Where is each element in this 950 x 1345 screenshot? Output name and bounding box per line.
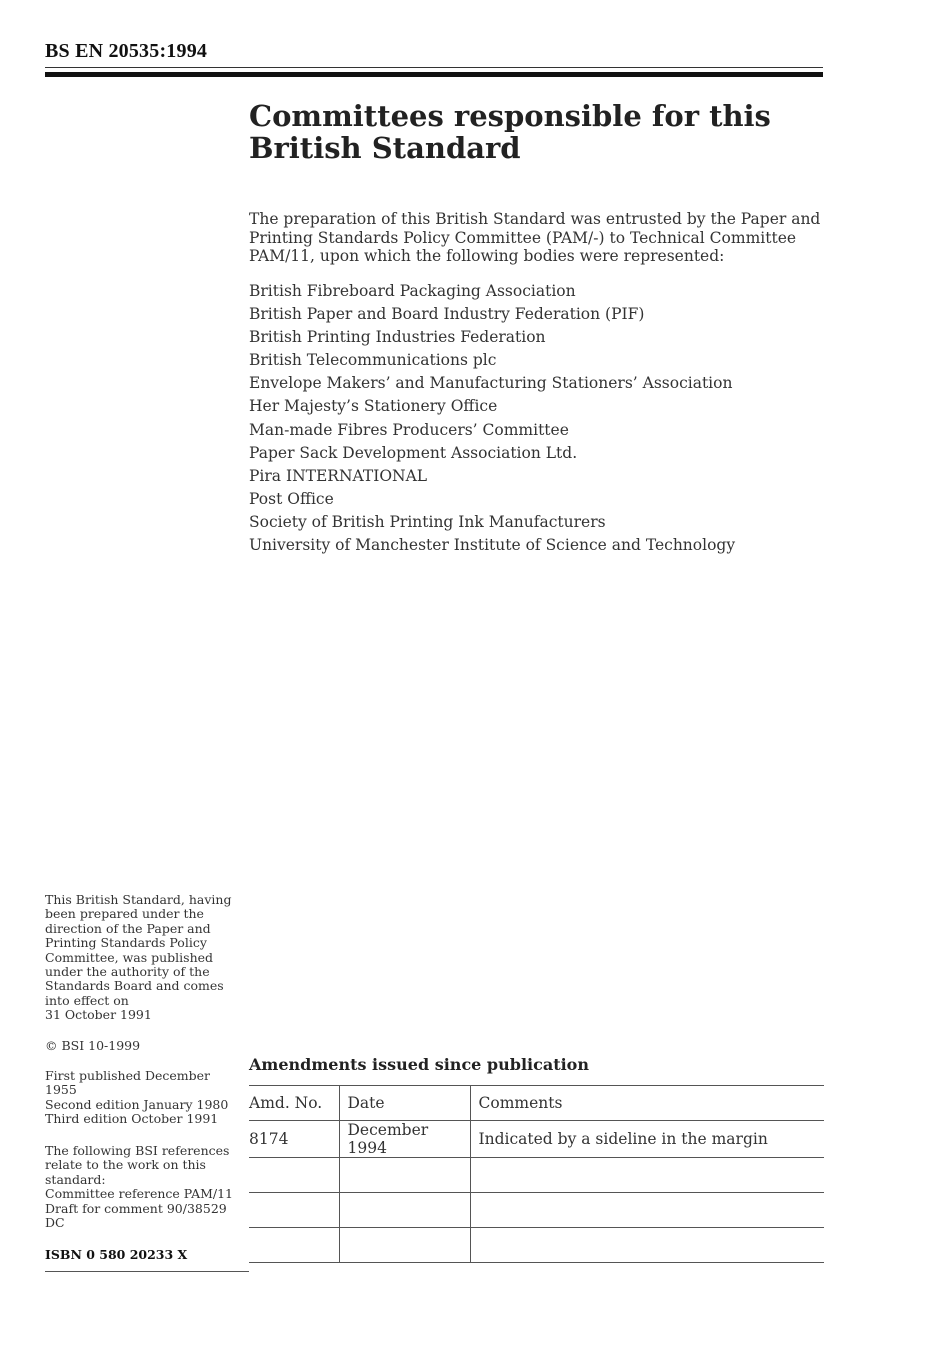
table-cell <box>470 1193 824 1228</box>
table-cell <box>249 1193 339 1228</box>
sidebar-line: Second edition January 1980 <box>45 1096 229 1112</box>
table-row <box>249 1158 824 1193</box>
table-cell <box>470 1228 824 1263</box>
sidebar-line: This British Standard, having <box>45 892 232 907</box>
footer-divider <box>45 1271 249 1272</box>
list-item: Man-made Fibres Producers’ Committee <box>249 420 569 439</box>
table-cell <box>339 1158 470 1193</box>
table-cell <box>249 1158 339 1193</box>
table-row <box>249 1121 824 1158</box>
table-cell <box>339 1228 470 1263</box>
list-item: University of Manchester Institute of Science and Technology <box>249 536 736 555</box>
copyright-notice: © BSI 10-1999 <box>45 1038 141 1053</box>
table-row <box>249 1193 824 1228</box>
sidebar-line: Standards Board and comes <box>45 978 224 994</box>
table-cell <box>339 1193 470 1228</box>
sidebar-line: Draft for comment 90/38529 DC <box>45 1200 227 1231</box>
page-title: Committees responsible for this British Standard <box>249 99 771 165</box>
column-header-date: Date <box>339 1086 470 1121</box>
sidebar-line: First published December 1955 <box>45 1068 210 1098</box>
list-item: Envelope Makers’ and Manufacturing Stationers’ Association <box>249 374 733 393</box>
sidebar-line: Third edition October 1991 <box>45 1111 219 1127</box>
column-header-amd-no: Amd. No. <box>249 1086 339 1121</box>
header-divider-thin <box>45 67 823 68</box>
table-cell <box>470 1158 824 1193</box>
column-header-comments: Comments <box>470 1086 824 1121</box>
sidebar-line: direction of the Paper and <box>45 920 211 936</box>
sidebar-line: Committee, was published <box>45 949 214 965</box>
list-item: British Fibreboard Packaging Association <box>249 282 576 300</box>
list-item: British Telecommunications plc <box>249 351 497 370</box>
table-cell: December 1994 <box>339 1121 470 1158</box>
list-item: Post Office <box>249 489 334 508</box>
list-item: British Printing Industries Federation <box>249 328 546 347</box>
table-cell: 8174 <box>249 1121 339 1158</box>
sidebar-line: under the authority of the <box>45 964 210 980</box>
bsi-references <box>45 1144 245 1230</box>
publication-statement <box>45 893 245 1023</box>
table-cell <box>249 1228 339 1263</box>
intro-paragraph: The preparation of this British Standard was entrusted by the Paper and Printing Standards Policy Committee (PAM/-) to Technical Committee PAM/11, upon which the following bodies were represented: <box>249 210 821 265</box>
sidebar-line: into effect on <box>45 992 129 1008</box>
list-item: Her Majesty’s Stationery Office <box>249 397 498 416</box>
represented-bodies-list <box>249 280 735 557</box>
amendments-table <box>249 1085 824 1263</box>
list-item: Pira INTERNATIONAL <box>249 466 428 485</box>
sidebar-line: relate to the work on this <box>45 1157 206 1173</box>
sidebar-line: Printing Standards Policy <box>45 935 207 951</box>
sidebar-line: 31 October 1991 <box>45 1007 152 1023</box>
publication-history <box>45 1069 245 1127</box>
amendments-title: Amendments issued since publication <box>249 1055 589 1074</box>
isbn: ISBN 0 580 20233 X <box>45 1247 188 1262</box>
sidebar-line: standard: <box>45 1171 106 1187</box>
table-row <box>249 1228 824 1263</box>
list-item: Society of British Printing Ink Manufacturers <box>249 512 606 531</box>
sidebar-line: been prepared under the <box>45 906 204 922</box>
sidebar-line: The following BSI references <box>45 1143 230 1158</box>
table-cell: Indicated by a sideline in the margin <box>470 1121 824 1158</box>
header-divider-thick <box>45 72 823 77</box>
list-item: Paper Sack Development Association Ltd. <box>249 443 578 462</box>
document-reference: BS EN 20535:1994 <box>45 40 208 62</box>
table-header-row <box>249 1086 824 1121</box>
sidebar-line: Committee reference PAM/11 <box>45 1186 234 1202</box>
list-item: British Paper and Board Industry Federation (PIF) <box>249 305 645 324</box>
